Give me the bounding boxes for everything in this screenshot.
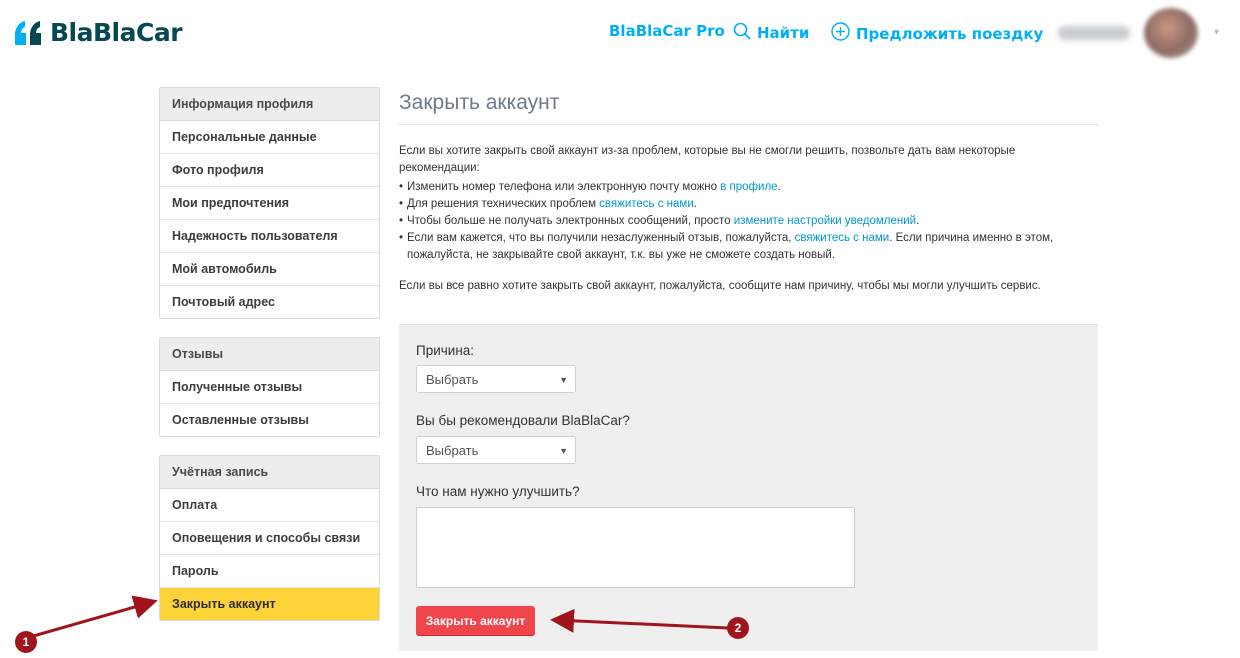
list-item xyxy=(399,230,1099,264)
top-header xyxy=(0,0,1240,70)
sidebar-account-group xyxy=(159,455,380,621)
outro-text: Если вы все равно хотите закрыть свой аккаунт, пожалуйста, сообщите нам причину, чтобы мы могли улучшить сервис. xyxy=(399,280,1041,292)
caret-down-icon: ▼ xyxy=(559,446,568,456)
sidebar-item-profile-photo[interactable]: Фото профиля xyxy=(160,154,379,187)
reason-label: Причина: xyxy=(416,343,475,358)
brand-logo[interactable] xyxy=(12,18,182,47)
sidebar-item-received-reviews[interactable]: Полученные отзывы xyxy=(160,371,379,404)
sidebar-profile-group xyxy=(159,87,380,319)
caret-down-icon: ▼ xyxy=(559,375,568,385)
nav-blablacar-pro[interactable] xyxy=(609,22,725,40)
bullet-text: Для решения технических проблем xyxy=(407,198,600,210)
bullet-text-end: . Если причина именно в этом, пожалуйста, не закрывайте свой аккаунт, т.к. вы уже не сможете создать новый. xyxy=(407,232,1054,261)
notification-settings-link[interactable]: измените настройки уведомлений xyxy=(733,215,917,227)
bullet-text: Чтобы больше не получать электронных сообщений, просто xyxy=(407,215,734,227)
chevron-down-icon[interactable]: ▾ xyxy=(1214,27,1220,38)
sidebar-item-verification[interactable]: Надежность пользователя xyxy=(160,220,379,253)
sidebar-item-close-account[interactable]: Закрыть аккаунт xyxy=(160,588,379,620)
list-item xyxy=(399,179,1099,196)
sidebar-item-notifications[interactable]: Оповещения и способы связи xyxy=(160,522,379,555)
improve-textarea[interactable] xyxy=(416,507,855,588)
bullet-text-end: . xyxy=(693,198,697,210)
sidebar-account-heading[interactable]: Учётная запись xyxy=(160,456,379,489)
nav-pro-label: BlaBlaCar Pro xyxy=(609,22,725,40)
nav-find-label: Найти xyxy=(757,24,810,42)
reason-select-value: Выбрать xyxy=(426,372,479,387)
intro-text: Если вы хотите закрыть свой аккаунт из-за проблем, которые вы не смогли решить, позвольте дать вам некоторые рекомендации: xyxy=(399,145,1016,174)
annotation-badge-2: 2 xyxy=(727,617,749,639)
arrow-1 xyxy=(30,602,152,637)
sidebar-item-payment[interactable]: Оплата xyxy=(160,489,379,522)
bullet-text: Изменить номер телефона или электронную почту можно xyxy=(407,181,721,193)
sidebar-reviews-group xyxy=(159,337,380,437)
recommend-label: Вы бы рекомендовали BlaBlaCar? xyxy=(416,413,630,428)
page-title: Закрыть аккаунт xyxy=(399,88,1099,125)
recommendations-list xyxy=(399,179,1099,264)
user-name-blurred[interactable] xyxy=(1058,26,1130,40)
list-item xyxy=(399,196,1099,213)
sidebar-reviews-heading[interactable]: Отзывы xyxy=(160,338,379,371)
bullet-text-end: . xyxy=(777,181,781,193)
sidebar-item-my-car[interactable]: Мой автомобиль xyxy=(160,253,379,286)
nav-offer-ride[interactable] xyxy=(831,22,1043,45)
contact-us-link[interactable]: свяжитесь с нами xyxy=(599,198,694,210)
reason-select[interactable] xyxy=(416,365,576,393)
recommend-select-value: Выбрать xyxy=(426,443,479,458)
sidebar-item-password[interactable]: Пароль xyxy=(160,555,379,588)
annotation-badge-1: 1 xyxy=(15,631,37,653)
avatar[interactable] xyxy=(1144,8,1198,58)
sidebar-profile-heading[interactable]: Информация профиля xyxy=(160,88,379,121)
close-account-button[interactable]: Закрыть аккаунт xyxy=(416,606,535,635)
main-content xyxy=(399,88,1099,292)
nav-offer-label: Предложить поездку xyxy=(856,24,1044,43)
sidebar-item-preferences[interactable]: Мои предпочтения xyxy=(160,187,379,220)
sidebar-item-given-reviews[interactable]: Оставленные отзывы xyxy=(172,413,309,427)
bullet-text: Если вам кажется, что вы получили незаслуженный отзыв, пожалуйста, xyxy=(407,232,795,244)
nav-find[interactable] xyxy=(733,22,809,44)
sidebar-item-personal-data[interactable]: Персональные данные xyxy=(160,121,379,154)
blablacar-logo-icon xyxy=(12,19,46,47)
bullet-text-end: . xyxy=(916,215,920,227)
improve-label: Что нам нужно улучшить? xyxy=(416,484,580,499)
close-account-form xyxy=(399,324,1098,651)
contact-us-link[interactable]: свяжитесь с нами xyxy=(794,232,890,244)
search-icon xyxy=(733,22,757,44)
brand-name: BlaBlaCar xyxy=(50,18,183,47)
sidebar-item-postal-address[interactable]: Почтовый адрес xyxy=(172,295,275,309)
plus-circle-icon xyxy=(831,22,856,45)
recommend-select[interactable] xyxy=(416,436,576,464)
profile-link[interactable]: в профиле xyxy=(720,181,778,193)
list-item xyxy=(399,213,1099,230)
